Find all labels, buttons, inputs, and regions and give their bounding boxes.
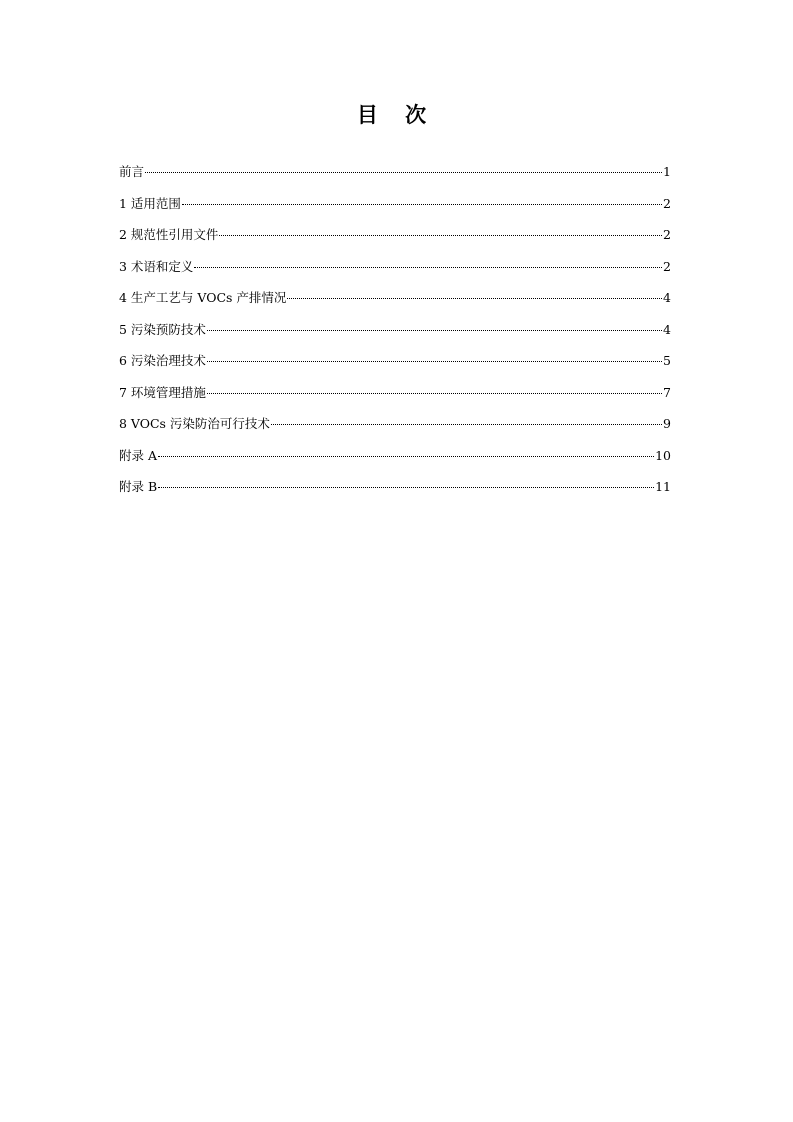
toc-entry-label: 附录 A xyxy=(119,447,158,463)
toc-page-number: 10 xyxy=(655,447,671,463)
toc-entry-production-process[interactable] xyxy=(119,288,671,320)
toc-entry-environmental-management[interactable] xyxy=(119,383,671,415)
toc-entry-label: 6 污染治理技术 xyxy=(119,353,206,368)
toc-page-number: 9 xyxy=(663,416,671,431)
dot-leader xyxy=(287,298,662,299)
toc-page-number: 5 xyxy=(663,353,671,368)
dot-leader xyxy=(158,487,654,488)
toc-page-number: 4 xyxy=(663,290,671,305)
toc-page-number: 4 xyxy=(663,321,671,337)
toc-entry-label: 7 环境管理措施 xyxy=(119,384,206,400)
toc-entry-appendix-a[interactable] xyxy=(119,446,671,478)
dot-leader xyxy=(145,172,662,173)
toc-entry-label: 3 术语和定义 xyxy=(119,258,194,274)
toc-entry-pollution-treatment[interactable] xyxy=(119,351,671,383)
toc-entry-pollution-prevention[interactable] xyxy=(119,320,671,352)
dot-leader xyxy=(271,424,662,425)
toc-page-number: 2 xyxy=(663,258,671,274)
dot-leader xyxy=(207,393,662,394)
toc-list xyxy=(119,162,671,509)
toc-page-number: 7 xyxy=(663,384,671,400)
toc-page-number: 11 xyxy=(655,479,671,494)
toc-entry-feasible-technologies[interactable] xyxy=(119,414,671,446)
dot-leader xyxy=(207,330,662,331)
dot-leader xyxy=(182,204,662,205)
dot-leader xyxy=(219,235,662,236)
toc-page-number: 2 xyxy=(663,227,671,242)
dot-leader xyxy=(158,456,654,457)
toc-entry-normative-references[interactable] xyxy=(119,225,671,257)
toc-entry-appendix-b[interactable] xyxy=(119,477,671,509)
toc-entry-label: 前言 xyxy=(119,164,145,179)
toc-entry-label: 5 污染预防技术 xyxy=(119,321,206,337)
toc-entry-label: 附录 B xyxy=(119,479,158,494)
toc-page-number: 1 xyxy=(663,164,671,179)
dot-leader xyxy=(207,361,662,362)
toc-entry-scope[interactable] xyxy=(119,194,671,226)
toc-entry-foreword[interactable] xyxy=(119,162,671,194)
toc-entry-label: 2 规范性引用文件 xyxy=(119,227,219,242)
toc-page-number: 2 xyxy=(663,195,671,211)
toc-entry-terms-definitions[interactable] xyxy=(119,257,671,289)
toc-entry-label: 4 生产工艺与 VOCs 产排情况 xyxy=(119,290,287,305)
toc-entry-label: 8 VOCs 污染防治可行技术 xyxy=(119,416,270,431)
dot-leader xyxy=(194,267,662,268)
toc-title: 目 次 xyxy=(356,102,437,127)
toc-entry-label: 1 适用范围 xyxy=(119,195,181,211)
